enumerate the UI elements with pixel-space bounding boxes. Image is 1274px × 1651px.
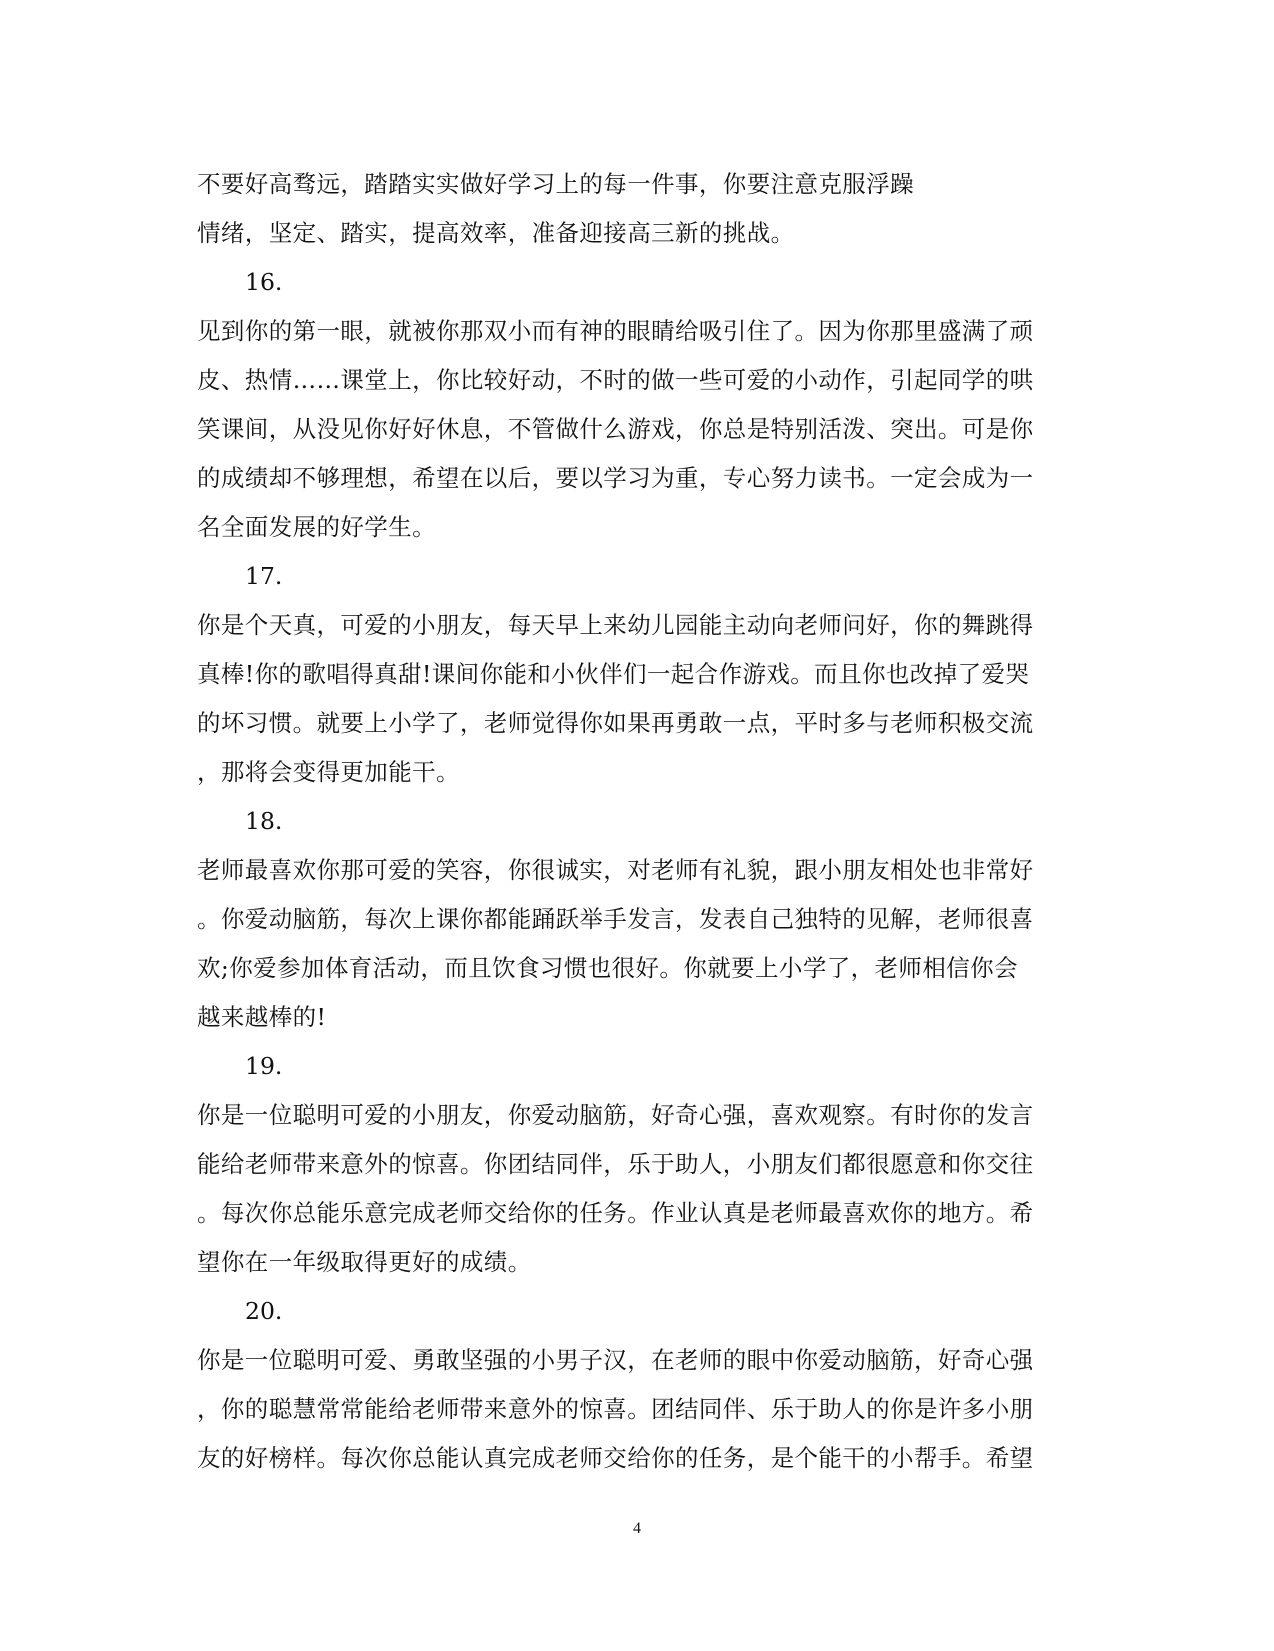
text-line: 皮、热情……课堂上，你比较好动，不时的做一些可爱的小动作，引起同学的哄: [197, 366, 1034, 394]
text-line: 见到你的第一眼，就被你那双小而有神的眼睛给吸引住了。因为你那里盛满了顽: [197, 317, 1034, 345]
item-number: 17.: [245, 562, 283, 590]
text-line: 你是一位聪明可爱的小朋友，你爱动脑筋，好奇心强，喜欢观察。有时你的发言: [197, 1101, 1034, 1129]
text-line: 情绪，坚定、踏实，提高效率，准备迎接高三新的挑战。: [197, 219, 795, 247]
text-line: 友的好榜样。每次你总能认真完成老师交给你的任务，是个能干的小帮手。希望: [197, 1444, 1034, 1472]
text-line: 。每次你总能乐意完成老师交给你的任务。作业认真是老师最喜欢你的地方。希: [197, 1199, 1034, 1227]
page-number: 4: [633, 1520, 641, 1537]
item-number: 18.: [245, 807, 283, 835]
text-line: 望你在一年级取得更好的成绩。: [197, 1248, 532, 1276]
item-number: 19.: [245, 1052, 283, 1080]
text-line: 越来越棒的!: [197, 1003, 327, 1031]
text-line: 你是个天真，可爱的小朋友，每天早上来幼儿园能主动向老师问好，你的舞跳得: [197, 611, 1034, 639]
text-line: 欢;你爱参加体育活动，而且饮食习惯也很好。你就要上小学了，老师相信你会: [197, 954, 1018, 982]
text-line: 笑课间，从没见你好好休息，不管做什么游戏，你总是特别活泼、突出。可是你: [197, 415, 1034, 443]
text-line: 不要好高骛远，踏踏实实做好学习上的每一件事，你要注意克服浮躁: [197, 170, 914, 198]
text-line: 。你爱动脑筋，每次上课你都能踊跃举手发言，发表自己独特的见解，老师很喜: [197, 905, 1034, 933]
item-number: 20.: [245, 1297, 283, 1325]
text-line: ，那将会变得更加能干。: [197, 758, 460, 786]
text-line: 的坏习惯。就要上小学了，老师觉得你如果再勇敢一点，平时多与老师积极交流: [197, 709, 1034, 737]
text-line: 你是一位聪明可爱、勇敢坚强的小男子汉，在老师的眼中你爱动脑筋，好奇心强: [197, 1346, 1034, 1374]
text-line: 能给老师带来意外的惊喜。你团结同伴，乐于助人，小朋友们都很愿意和你交往: [197, 1150, 1034, 1178]
text-line: ，你的聪慧常常能给老师带来意外的惊喜。团结同伴、乐于助人的你是许多小朋: [197, 1395, 1034, 1423]
text-line: 的成绩却不够理想，希望在以后，要以学习为重，专心努力读书。一定会成为一: [197, 464, 1034, 492]
document-body: [197, 160, 1077, 1483]
text-line: 真棒!你的歌唱得真甜!课间你能和小伙伴们一起合作游戏。而且你也改掉了爱哭: [197, 660, 1030, 688]
text-line: 名全面发展的好学生。: [197, 513, 436, 541]
text-line: 老师最喜欢你那可爱的笑容，你很诚实，对老师有礼貌，跟小朋友相处也非常好: [197, 856, 1034, 884]
item-number: 16.: [245, 268, 283, 296]
